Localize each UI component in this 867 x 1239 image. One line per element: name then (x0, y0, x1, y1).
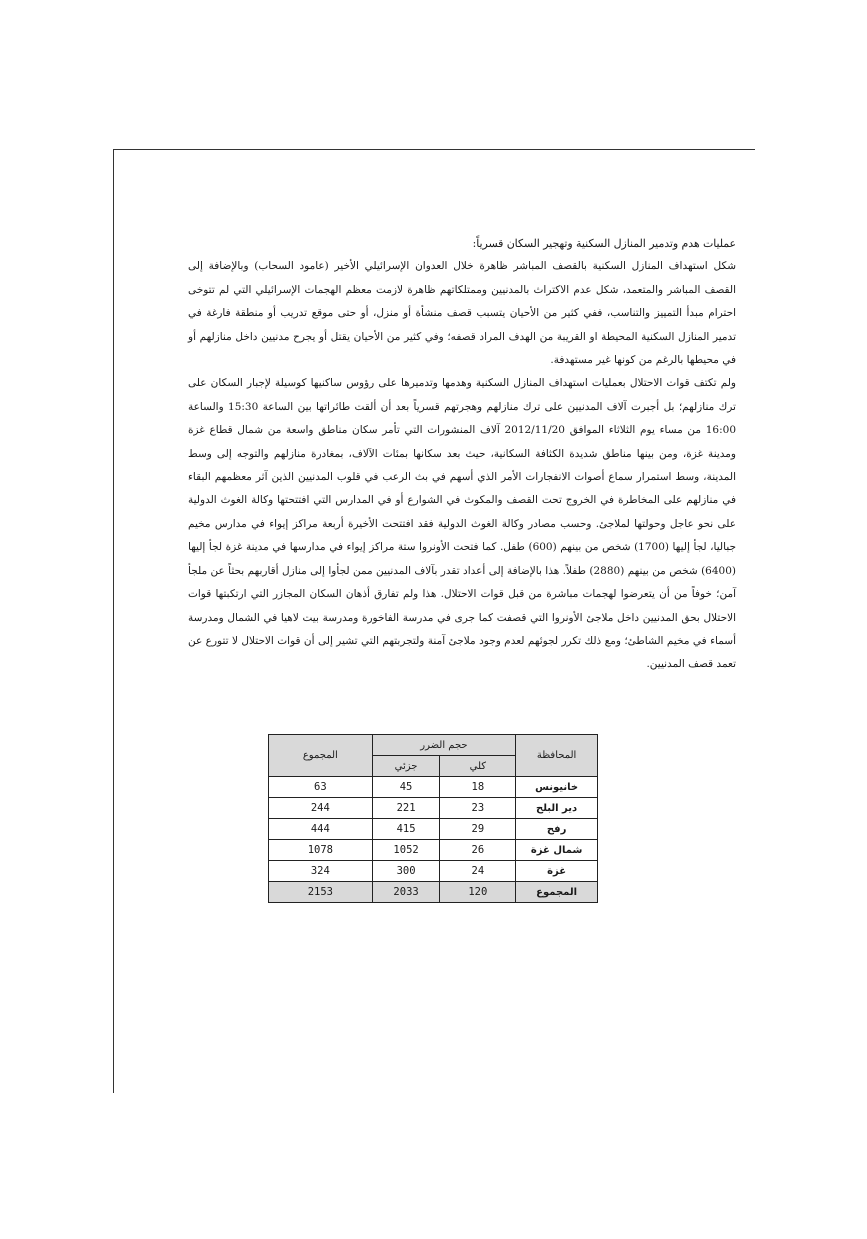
header-damage-size: حجم الضرر (372, 735, 516, 756)
document-body (188, 232, 736, 677)
page-top-rule (113, 149, 755, 150)
cell-partial: 415 (372, 819, 440, 840)
cell-total-partial: 2033 (372, 882, 440, 903)
paragraph-2: ولم تكتف قوات الاحتلال بعمليات استهداف المنازل السكنية وهدمها وتدميرها على رؤوس ساكنيها كوسيلة لإجبار السكان على ترك منازلهم؛ بل أجبرت آلاف المدنيين على ترك منازلهم وهجرتهم قسرياً بعد أن ألقت طائراتها بين الساعة 15:30 والساعة 16:00 من مساء يوم الثلاثاء الموافق 2012/11/20 آلاف المنشورات التي تأمر سكان مناطق واسعة من شمال قطاع غزة ومدينة غزة، ومن بينها مناطق شديدة الكثافة السكانية، حيث بعد سكانها بمئات الآلاف، بمغادرة منازلهم والتوجه إلى وسط المدينة، وسط استمرار سماع أصوات الانفجارات الأمر الذي أسهم في بث الرعب في قلوب المدنيين الذين آثر معظمهم البقاء في منازلهم على المخاطرة في الخروج تحت القصف والمكوث في الشوارع أو في المدارس التي افتتحتها وكالة الغوث الدولية على نحو عاجل وحولتها لملاجئ. وحسب مصادر وكالة الغوث الدولية فقد افتتحت الأخيرة أربعة مراكز إيواء في مدارس مخيم جباليا، لجأ إليها (1700) شخص من بينهم (600) طفل. كما فتحت الأونروا ستة مراكز إيواء في مدارسها في مدينة غزة لجأ إليها (6400) شخص من بينهم (2880) طفلاً. هذا بالإضافة إلى أعداد تقدر بآلاف المدنيين ممن لجأوا إلى منازل أقاربهم بحثاً عن ملجأ آمن؛ خوفاً من أن يتعرضوا لهجمات مباشرة من قبل قوات الاحتلال. هذا ولم تفارق أذهان السكان المجازر التي ارتكبتها قوات الاحتلال بحق المدنيين داخل ملاجئ الأونروا التي قصفت كما جرى في مدرسة الفاخورة ومدرسة بيت لاهيا في الشمال ومدرسة أسماء في مخيم الشاطئ؛ ومع ذلك تكرر لجوئهم لعدم وجود ملاجئ آمنة ولتجربتهم التي تشير إلى أن قوات الاحتلال لا تتورع عن تعمد قصف المدنيين. (188, 377, 737, 671)
damage-table (268, 734, 598, 903)
table-row (269, 798, 598, 819)
cell-partial: 45 (372, 777, 440, 798)
cell-partial: 221 (372, 798, 440, 819)
header-partial: جزئي (372, 756, 440, 777)
cell-total: 324 (269, 861, 373, 882)
page-left-rule (113, 149, 114, 1093)
table-total-row (269, 882, 598, 903)
cell-governorate: خانيونس (516, 777, 598, 798)
cell-governorate: غزة (516, 861, 598, 882)
header-governorate: المحافظة (516, 735, 598, 777)
header-total: المجموع (269, 735, 373, 777)
cell-full: 18 (440, 777, 516, 798)
cell-total: 63 (269, 777, 373, 798)
cell-full: 26 (440, 840, 516, 861)
table-row (269, 819, 598, 840)
cell-total: 444 (269, 819, 373, 840)
table-row (269, 777, 598, 798)
cell-total-label: المجموع (516, 882, 598, 903)
cell-governorate: شمال غزة (516, 840, 598, 861)
cell-partial: 1052 (372, 840, 440, 861)
cell-grand-total: 2153 (269, 882, 373, 903)
cell-governorate: رفح (516, 819, 598, 840)
header-full: كلي (440, 756, 516, 777)
section-heading: عمليات هدم وتدمير المنازل السكنية وتهجير السكان قسرياً: (472, 237, 736, 250)
table-row (269, 861, 598, 882)
cell-total: 1078 (269, 840, 373, 861)
cell-partial: 300 (372, 861, 440, 882)
cell-full: 29 (440, 819, 516, 840)
paragraph-1: شكل استهداف المنازل السكنية بالقصف المباشر ظاهرة خلال العدوان الإسرائيلي الأخير (عامود السحاب) وبالإضافة إلى القصف المباشر والمتعمد، شكل عدم الاكتراث بالمدنيين وممتلكاتهم ظاهرة لازمت معظم الهجمات الإسرائيلي التي لم تتوخى احترام مبدأ التمييز والتناسب، ففي كثير من الأحيان يتسبب قصف منشأة أو منزل، أو حتى موقع تدريب أو منطقة فارغة في تدمير المنازل السكنية المحيطة او القريبة من الهدف المراد قصفه؛ وفي كثير من الأحيان يقتل أو يجرح مدنيين داخل منازلهم أو في محيطها بالرغم من كونها غير مستهدفة. (188, 260, 736, 367)
cell-total-full: 120 (440, 882, 516, 903)
cell-full: 24 (440, 861, 516, 882)
cell-total: 244 (269, 798, 373, 819)
cell-full: 23 (440, 798, 516, 819)
table-row (269, 840, 598, 861)
cell-governorate: دير البلح (516, 798, 598, 819)
